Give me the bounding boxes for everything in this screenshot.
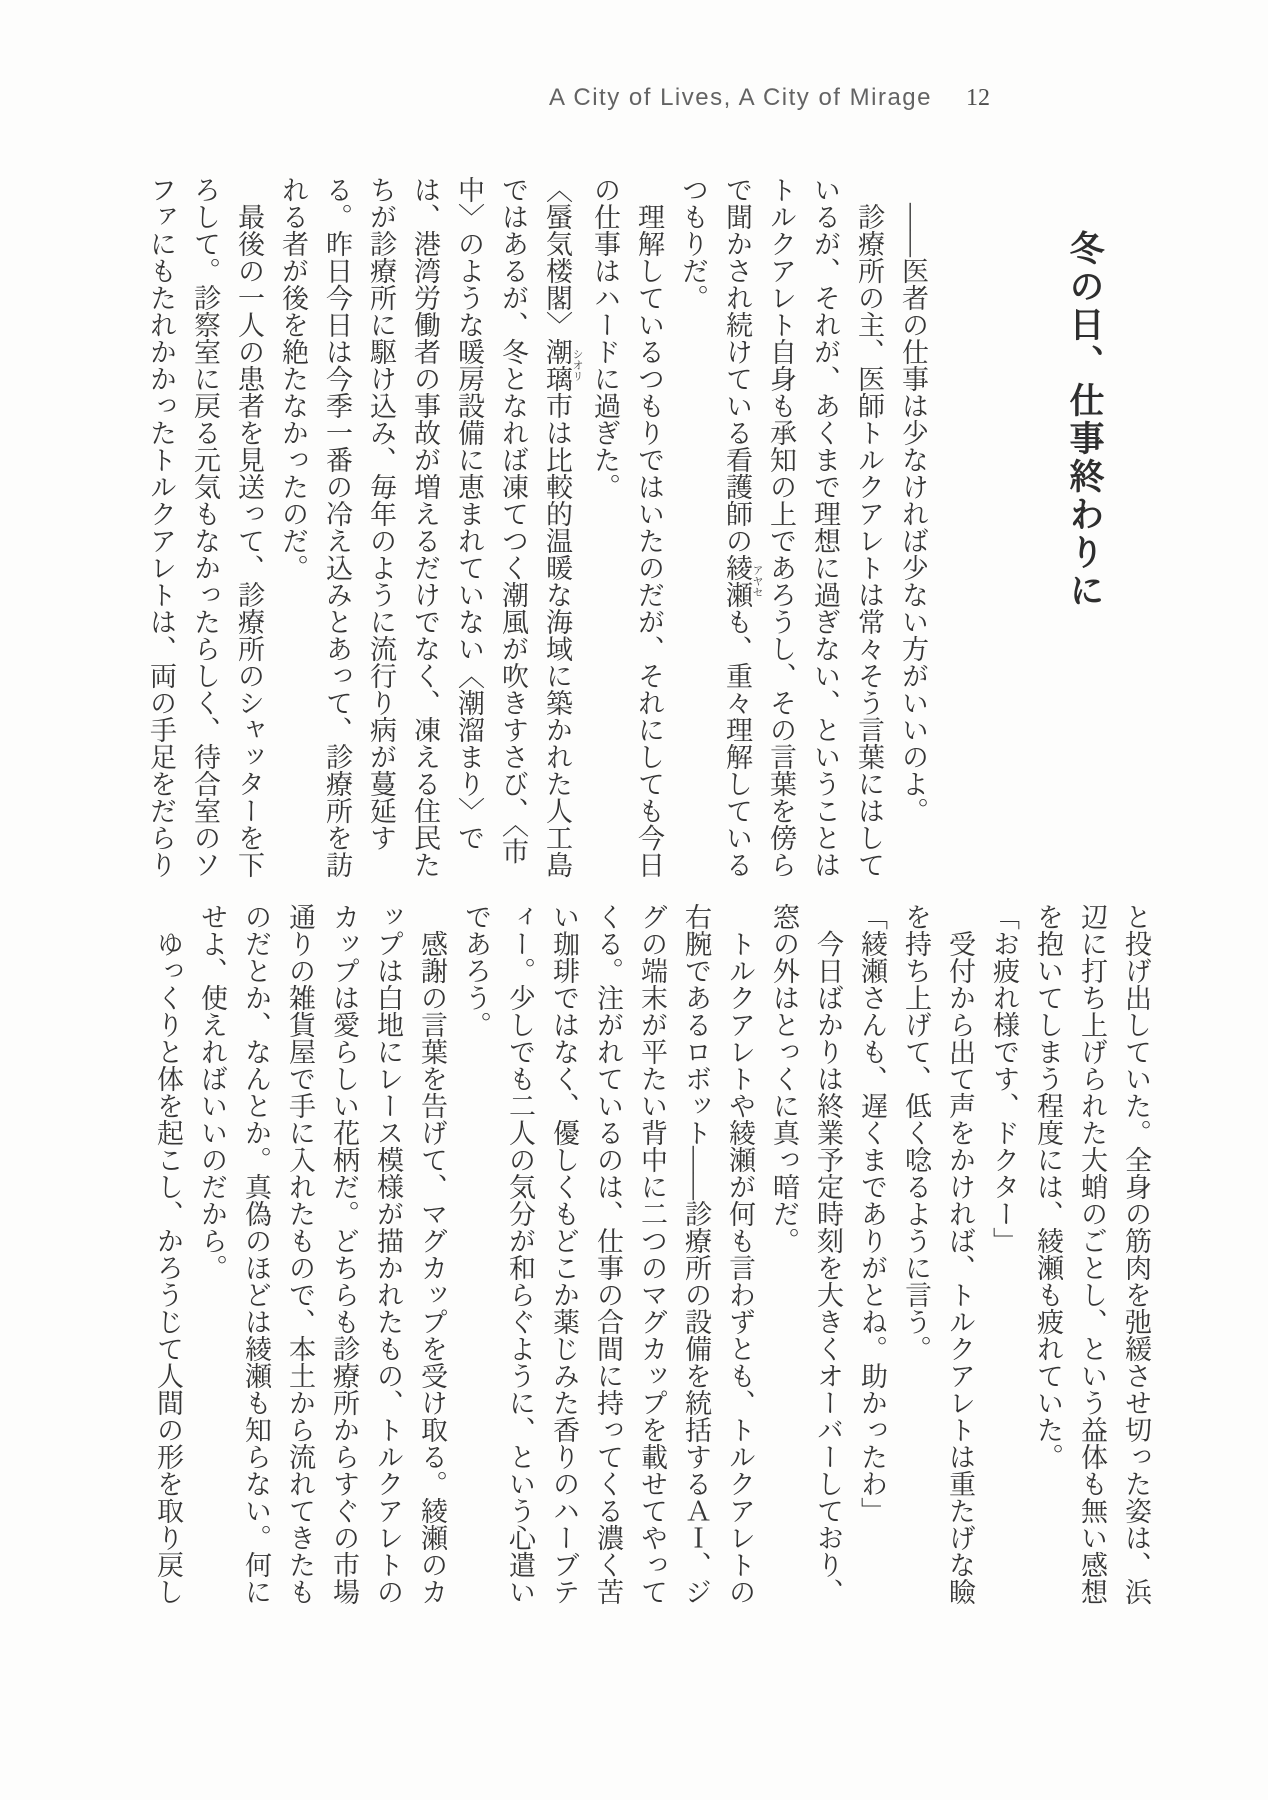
paragraph: ゆっくりと体を起こし、かろうじて人間の形を取り戻し xyxy=(153,930,183,1605)
lower-text-block xyxy=(146,903,1158,1609)
paragraph: 今日ばかりは終業予定時刻を大きくオーバーしており、窓の外はとっくに真っ暗だ。 xyxy=(769,903,843,1605)
paragraph: トルクアレトや綾瀬が何も言わずとも、トルクアレトの右腕であるロボット――診療所の設備を統括するＡＩ、ジグの端末が平たい背中に二つのマグカップを載せてやってくる。注がれているのは、仕事の合間に持ってくる濃く苦い珈琲ではなく、優しくもどこか薬じみた香りのハーブティー。少しでも二人の気分が和らぐように、という心遣いであろう。 xyxy=(461,903,755,1605)
page-number: 12 xyxy=(966,85,990,111)
running-header xyxy=(549,84,990,112)
paragraph: 受付から出て声をかければ、トルクアレトは重たげな瞼を持ち上げて、低く唸るように言う。 xyxy=(901,903,975,1605)
paragraph: 〈蜃気楼閣〉潮璃 シオリ市は比較的温暖な海域に築かれた人工島ではあるが、冬となれば凍てつく潮風が吹きすさび、〈市中〉のような暖房設備に恵まれていない〈潮溜まり〉では、港湾労働者の事故が増えるだけでなく、凍える住民たちが診療所に駆け込み、毎年のように流行り病が蔓延する。昨日今日は今季一番の冷え込みとあって、診療所を訪れる者が後を絶たなかったのだ。 xyxy=(278,176,583,878)
running-title: A City of Lives, A City of Mirage xyxy=(549,84,932,111)
paragraph: 診療所の主、医師トルクアレトは常々そう言葉にはしているが、それが、あくまで理想に過ぎない、ということはトルクアレト自身も承知の上であろうし、その言葉を傍らで聞かされ続けている看護師の綾瀬 アヤセも、重々理解しているつもりだ。 xyxy=(678,176,884,878)
paragraph: ――医者の仕事は少なければ少ない方がいいのよ。 xyxy=(898,203,928,824)
paragraph: 感謝の言葉を告げて、マグカップを受け取る。綾瀬のカップは白地にレース模様が描かれたもの、トルクアレトのカップは愛らしい花柄だ。どちらも診療所からすぐの市場通りの雑貨屋で手に入れたもので、本土から流れてきたものだとか、なんとか。真偽のほどは綾瀬も知らない。何にせよ、使えればいいのだから。 xyxy=(197,903,447,1605)
paragraph: 最後の一人の患者を見送って、診療所のシャッターを下ろして。診察室に戻る元気もなかったらしく、待合室のソファにもたれかかったトルクアレトは、両の手足をだらり xyxy=(146,176,264,878)
ruby-annotation: 潮璃 シオリ xyxy=(542,338,583,392)
paragraph: 理解しているつもりではいたのだが、それにしても今日の仕事はハードに過ぎた。 xyxy=(590,176,664,878)
chapter-title: 冬の日、仕事終わりに xyxy=(1065,230,1104,610)
paragraph: と投げ出していた。全身の筋肉を弛緩させ切った姿は、浜辺に打ち上げられた大蛸のごとし、という益体も無い感想を抱いてしまう程度には、綾瀬も疲れていた。 xyxy=(1033,903,1151,1605)
paragraph: 「お疲れ様です、ドクター」 xyxy=(989,903,1019,1254)
paragraph: 「綾瀬さんも、遅くまでありがとね。助かったわ」 xyxy=(857,903,887,1524)
ruby-annotation: 綾瀬 アヤセ xyxy=(722,554,763,608)
upper-text-block xyxy=(139,176,1108,882)
